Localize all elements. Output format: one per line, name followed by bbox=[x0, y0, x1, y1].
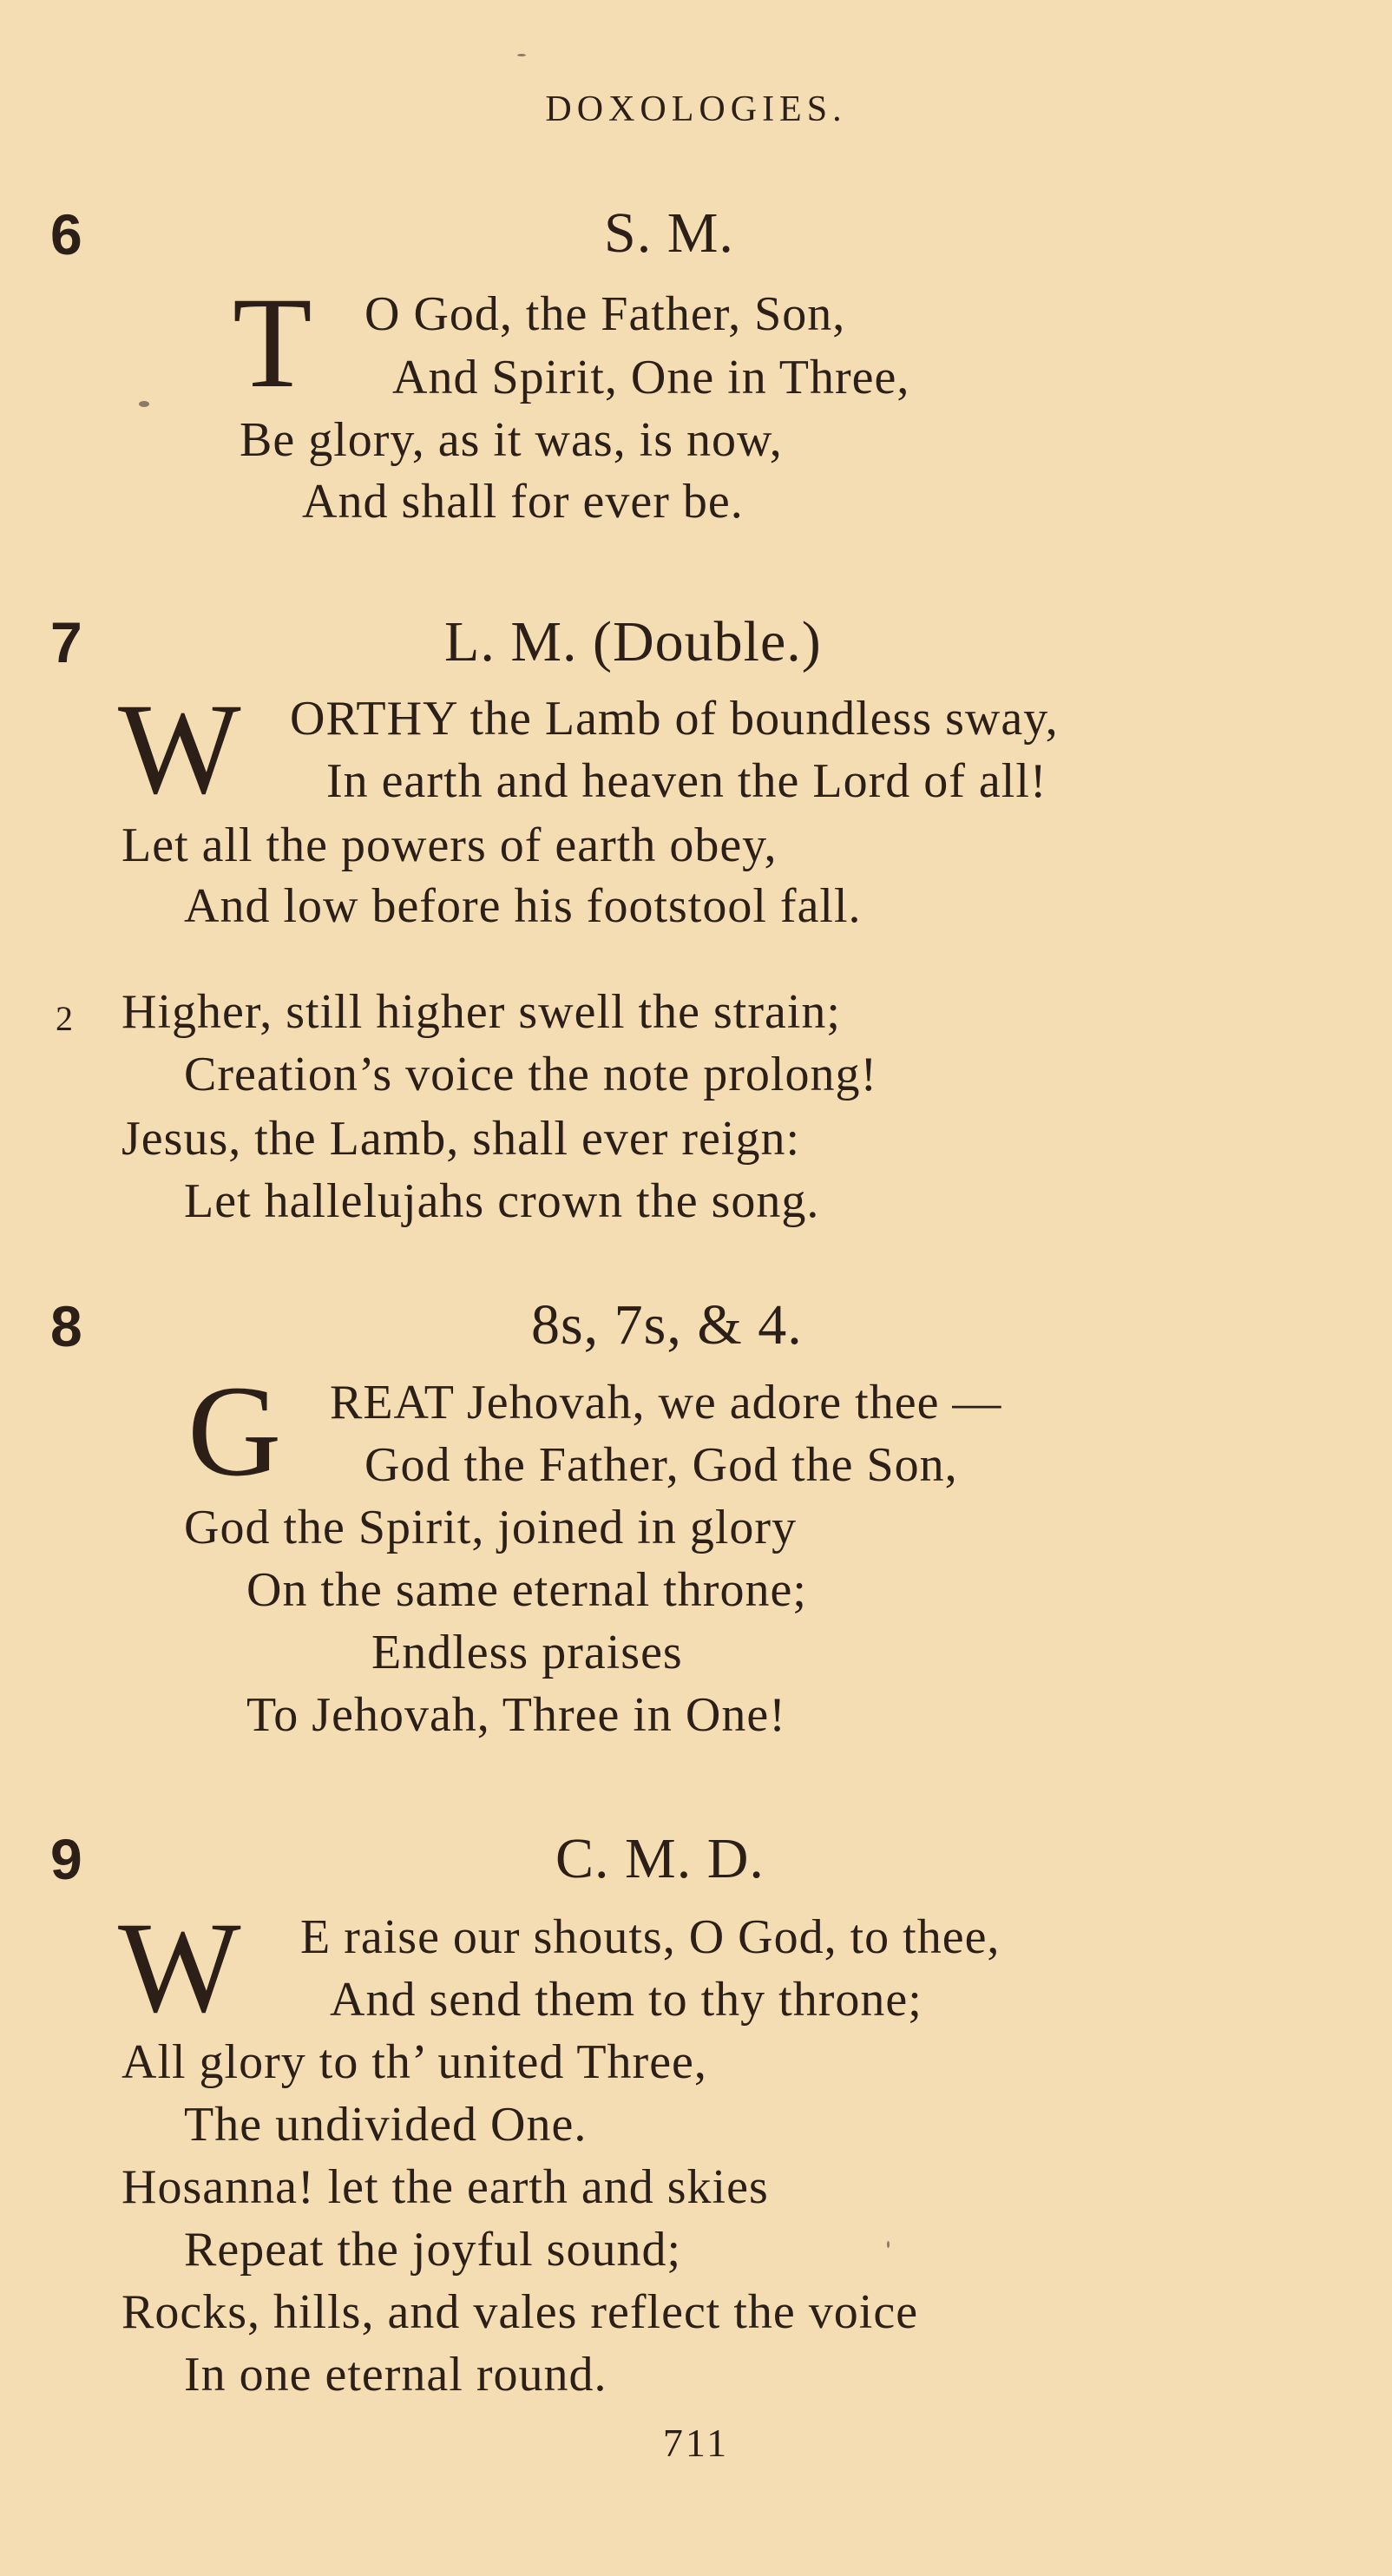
verse-line: Repeat the joyful sound; bbox=[184, 2223, 682, 2277]
page-number: 711 bbox=[662, 2421, 730, 2465]
verse-line: Endless praises bbox=[371, 1626, 683, 1679]
verse-line: Let all the powers of earth obey, bbox=[121, 818, 778, 872]
hymn-number: 9 bbox=[50, 1827, 82, 1891]
print-speck bbox=[139, 401, 149, 407]
verse-line: REAT Jehovah, we adore thee — bbox=[330, 1376, 1002, 1429]
drop-cap: G bbox=[187, 1359, 282, 1503]
hymn-number: 7 bbox=[50, 610, 82, 674]
drop-cap: W bbox=[118, 1896, 241, 2040]
verse-line: God the Father, God the Son, bbox=[364, 1438, 958, 1492]
stanza-number: 2 bbox=[56, 999, 73, 1038]
verse-line: Rocks, hills, and vales reflect the voice bbox=[121, 2285, 919, 2339]
verse-line: In one eternal round. bbox=[184, 2348, 607, 2402]
verse-line: And low before his footstool fall. bbox=[184, 879, 862, 933]
verse-line: All glory to th’ united Three, bbox=[121, 2035, 707, 2089]
drop-cap: T bbox=[233, 271, 312, 415]
verse-line: Creation’s voice the note prolong! bbox=[184, 1048, 878, 1101]
verse-line: Hosanna! let the earth and skies bbox=[121, 2160, 769, 2214]
hymn-number: 6 bbox=[50, 202, 82, 266]
verse-line: Jesus, the Lamb, shall ever reign: bbox=[121, 1112, 801, 1166]
hymn-meter: 8s, 7s, & 4. bbox=[531, 1293, 803, 1357]
verse-line: In earth and heaven the Lord of all! bbox=[326, 754, 1047, 808]
hymn-meter: L. M. (Double.) bbox=[444, 610, 822, 674]
verse-line: The undivided One. bbox=[184, 2098, 588, 2152]
drop-cap: W bbox=[118, 677, 241, 821]
hymn-number: 8 bbox=[50, 1294, 82, 1358]
verse-line: On the same eternal throne; bbox=[246, 1563, 807, 1617]
verse-line: And send them to thy throne; bbox=[330, 1973, 923, 2027]
verse-line: And Spirit, One in Three, bbox=[392, 351, 910, 404]
print-speck bbox=[517, 54, 526, 56]
print-speck bbox=[887, 2241, 890, 2248]
verse-line: God the Spirit, joined in glory bbox=[184, 1501, 798, 1554]
verse-line: Be glory, as it was, is now, bbox=[240, 413, 783, 467]
verse-line: And shall for ever be. bbox=[302, 475, 744, 529]
verse-line: O God, the Father, Son, bbox=[364, 287, 846, 341]
hymn-meter: C. M. D. bbox=[555, 1827, 765, 1890]
verse-line: To Jehovah, Three in One! bbox=[246, 1688, 786, 1742]
verse-line: ORTHY the Lamb of boundless sway, bbox=[290, 692, 1059, 746]
verse-line: Let hallelujahs crown the song. bbox=[184, 1174, 820, 1228]
running-header: DOXOLOGIES. bbox=[545, 89, 847, 129]
hymn-meter: S. M. bbox=[604, 201, 734, 265]
verse-line: E raise our shouts, O God, to thee, bbox=[300, 1910, 1001, 1964]
verse-line: Higher, still higher swell the strain; bbox=[121, 985, 841, 1039]
